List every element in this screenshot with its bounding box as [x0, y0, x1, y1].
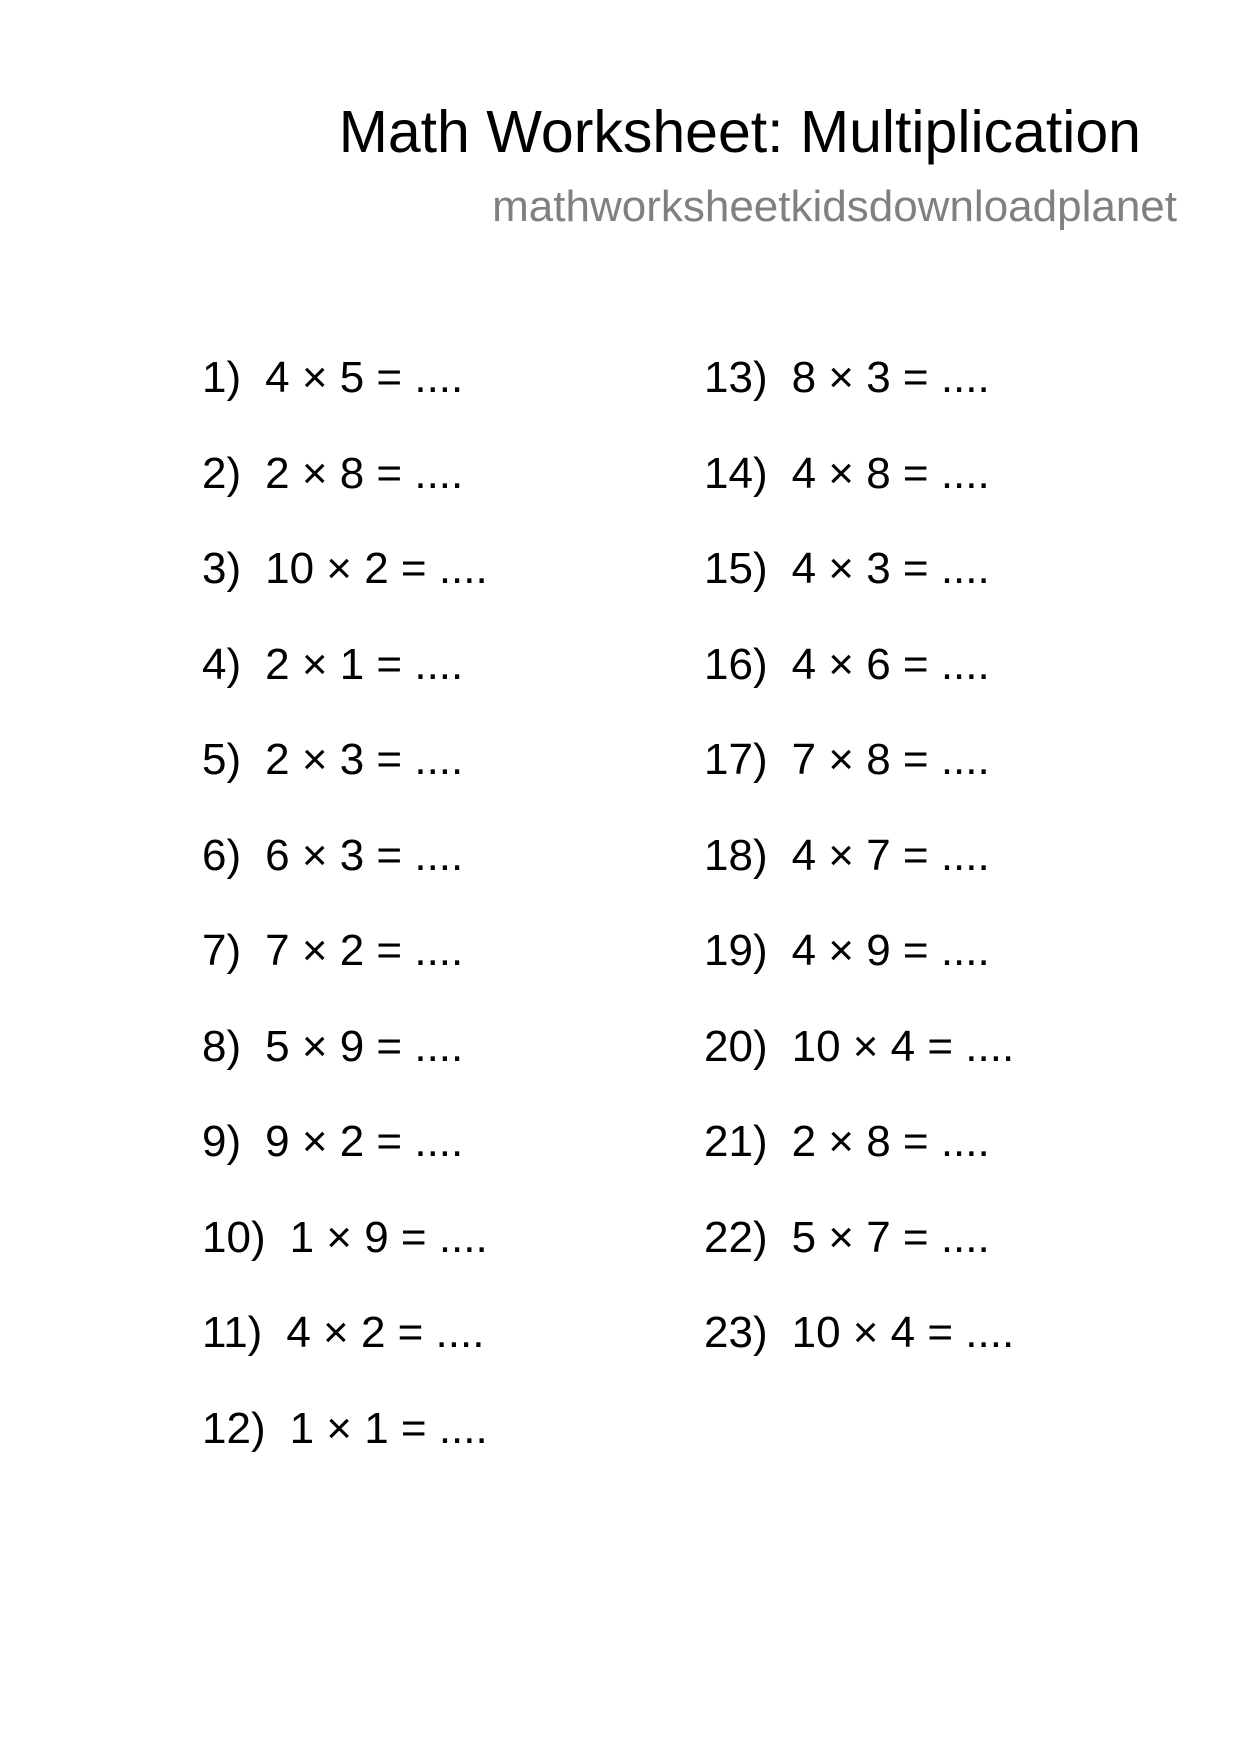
- problem-number: 22): [704, 1212, 768, 1262]
- problem-expression: 2 × 1 = ....: [265, 639, 464, 689]
- problem-number: 12): [202, 1403, 266, 1453]
- problem-number: 8): [202, 1021, 242, 1071]
- problem-item: [202, 1403, 488, 1499]
- problem-column-left: [202, 352, 488, 1498]
- problem-number: 16): [704, 639, 768, 689]
- problem-item: [704, 925, 1014, 1021]
- problem-expression: 7 × 8 = ....: [791, 735, 990, 784]
- problem-number: 15): [704, 544, 768, 593]
- problem-expression: 2 × 8 = ....: [791, 1117, 990, 1166]
- problem-item: [202, 448, 488, 544]
- problem-expression: 4 × 7 = ....: [791, 830, 990, 880]
- problem-expression: 4 × 8 = ....: [791, 448, 990, 498]
- problem-number: 7): [202, 926, 242, 975]
- problem-number: 23): [704, 1308, 768, 1357]
- problem-item: [202, 1021, 488, 1117]
- problem-item: [704, 1307, 1014, 1403]
- problem-item: [202, 1116, 488, 1212]
- problem-item: [704, 639, 1014, 735]
- problem-expression: 10 × 2 = ....: [265, 544, 488, 593]
- problem-expression: 5 × 7 = ....: [791, 1212, 990, 1262]
- problem-number: 11): [202, 1308, 263, 1357]
- problem-expression: 4 × 5 = ....: [265, 353, 464, 402]
- problem-expression: 7 × 2 = ....: [265, 926, 464, 975]
- problem-number: 4): [202, 639, 242, 689]
- problem-item: [704, 352, 1014, 448]
- problem-item: [202, 1307, 488, 1403]
- problem-expression: 4 × 6 = ....: [791, 639, 990, 689]
- problem-item: [202, 352, 488, 448]
- problem-item: [202, 830, 488, 926]
- problem-item: [202, 1212, 488, 1308]
- problem-item: [704, 448, 1014, 544]
- problem-number: 19): [704, 926, 768, 975]
- problem-number: 13): [704, 353, 768, 402]
- problem-expression: 6 × 3 = ....: [265, 830, 464, 880]
- problem-item: [704, 734, 1014, 830]
- problem-number: 20): [704, 1021, 768, 1071]
- problem-expression: 1 × 9 = ....: [289, 1212, 488, 1262]
- problem-item: [704, 830, 1014, 926]
- problem-item: [704, 1212, 1014, 1308]
- problem-expression: 10 × 4 = ....: [791, 1021, 1015, 1071]
- problem-number: 14): [704, 448, 768, 498]
- problem-number: 9): [202, 1117, 242, 1166]
- problem-number: 5): [202, 735, 242, 784]
- problem-number: 3): [202, 544, 242, 593]
- problem-number: 18): [704, 830, 768, 880]
- problem-number: 10): [202, 1212, 266, 1262]
- problem-expression: 8 × 3 = ....: [791, 353, 990, 402]
- problem-expression: 4 × 9 = ....: [791, 926, 990, 975]
- problem-item: [704, 1021, 1014, 1117]
- worksheet-subtitle: mathworksheetkidsdownloadplanet: [492, 182, 1177, 231]
- problem-item: [704, 1116, 1014, 1212]
- problem-expression: 4 × 2 = ....: [286, 1308, 485, 1357]
- problem-item: [202, 543, 488, 639]
- problem-number: 17): [704, 735, 768, 784]
- problem-item: [202, 925, 488, 1021]
- problem-column-right: [704, 352, 1014, 1403]
- problem-expression: 10 × 4 = ....: [791, 1308, 1015, 1357]
- problem-expression: 2 × 8 = ....: [265, 448, 464, 498]
- problem-number: 2): [202, 448, 242, 498]
- problem-expression: 2 × 3 = ....: [265, 735, 464, 784]
- problem-number: 1): [202, 353, 242, 402]
- problem-expression: 9 × 2 = ....: [265, 1117, 464, 1166]
- problem-expression: 1 × 1 = ....: [289, 1403, 488, 1453]
- problem-number: 21): [704, 1117, 768, 1166]
- worksheet-title: Math Worksheet: Multiplication: [338, 99, 1141, 165]
- problem-item: [202, 734, 488, 830]
- problem-expression: 5 × 9 = ....: [265, 1021, 464, 1071]
- problem-item: [202, 639, 488, 735]
- problem-number: 6): [202, 830, 242, 880]
- problem-expression: 4 × 3 = ....: [791, 544, 990, 593]
- problem-item: [704, 543, 1014, 639]
